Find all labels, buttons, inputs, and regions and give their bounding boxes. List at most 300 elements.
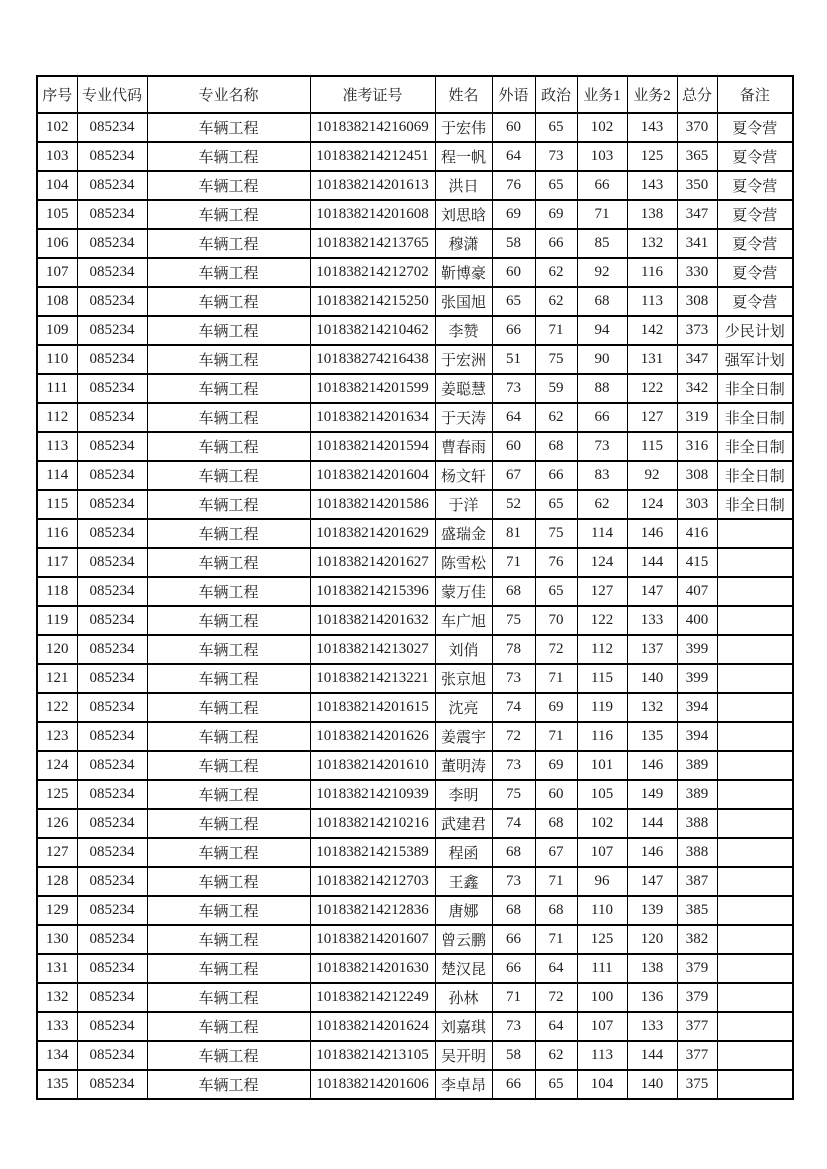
table-row xyxy=(37,113,793,142)
table-cell: 少民计划 xyxy=(717,316,793,345)
table-cell: 车辆工程 xyxy=(147,751,310,780)
table-cell: 非全日制 xyxy=(717,461,793,490)
table-cell: 104 xyxy=(577,1070,627,1099)
table-cell: 66 xyxy=(535,229,577,258)
table-cell: 69 xyxy=(492,200,535,229)
table-cell: 101838214201632 xyxy=(310,606,435,635)
table-cell xyxy=(717,606,793,635)
table-cell: 90 xyxy=(577,345,627,374)
table-cell: 85 xyxy=(577,229,627,258)
table-row xyxy=(37,925,793,954)
table-cell: 119 xyxy=(577,693,627,722)
table-cell: 146 xyxy=(627,519,677,548)
table-cell: 车辆工程 xyxy=(147,200,310,229)
table-cell: 387 xyxy=(677,867,717,896)
table-cell: 69 xyxy=(535,751,577,780)
table-cell: 125 xyxy=(37,780,77,809)
table-row xyxy=(37,780,793,809)
table-cell: 085234 xyxy=(77,171,147,200)
table-cell: 68 xyxy=(535,896,577,925)
table-cell: 67 xyxy=(492,461,535,490)
table-cell xyxy=(717,780,793,809)
table-cell: 115 xyxy=(577,664,627,693)
table-cell: 101838214201610 xyxy=(310,751,435,780)
table-cell: 112 xyxy=(577,635,627,664)
table-cell: 曾云鹏 xyxy=(435,925,492,954)
table-cell: 400 xyxy=(677,606,717,635)
table-row xyxy=(37,1070,793,1099)
table-row xyxy=(37,258,793,287)
table-cell: 085234 xyxy=(77,490,147,519)
table-cell: 407 xyxy=(677,577,717,606)
table-cell: 车辆工程 xyxy=(147,374,310,403)
table-row xyxy=(37,461,793,490)
table-cell: 085234 xyxy=(77,693,147,722)
table-cell: 车辆工程 xyxy=(147,229,310,258)
table-cell: 319 xyxy=(677,403,717,432)
table-cell: 382 xyxy=(677,925,717,954)
column-header: 专业代码 xyxy=(77,76,147,113)
table-cell: 73 xyxy=(492,664,535,693)
table-cell: 66 xyxy=(577,171,627,200)
table-cell: 66 xyxy=(492,954,535,983)
table-cell: 122 xyxy=(37,693,77,722)
table-cell: 夏令营 xyxy=(717,200,793,229)
table-cell: 车辆工程 xyxy=(147,345,310,374)
table-cell: 73 xyxy=(492,1012,535,1041)
table-row xyxy=(37,374,793,403)
table-cell xyxy=(717,809,793,838)
table-cell: 车辆工程 xyxy=(147,1041,310,1070)
table-cell: 68 xyxy=(535,432,577,461)
table-cell: 101838214210216 xyxy=(310,809,435,838)
table-cell: 101838214213105 xyxy=(310,1041,435,1070)
table-cell: 085234 xyxy=(77,867,147,896)
table-row xyxy=(37,577,793,606)
table-cell: 64 xyxy=(535,1012,577,1041)
table-cell: 68 xyxy=(492,838,535,867)
table-cell: 143 xyxy=(627,113,677,142)
table-cell: 车辆工程 xyxy=(147,403,310,432)
table-cell: 085234 xyxy=(77,345,147,374)
table-cell: 142 xyxy=(627,316,677,345)
table-cell: 64 xyxy=(492,142,535,171)
table-cell: 68 xyxy=(535,809,577,838)
table-cell: 程函 xyxy=(435,838,492,867)
table-cell: 92 xyxy=(627,461,677,490)
table-cell: 64 xyxy=(535,954,577,983)
table-cell: 72 xyxy=(535,983,577,1012)
table-cell: 101838214201599 xyxy=(310,374,435,403)
table-row xyxy=(37,316,793,345)
table-cell: 113 xyxy=(627,287,677,316)
table-cell: 146 xyxy=(627,838,677,867)
table-row xyxy=(37,809,793,838)
table-cell: 135 xyxy=(627,722,677,751)
table-cell: 66 xyxy=(492,316,535,345)
table-cell: 116 xyxy=(627,258,677,287)
table-cell: 085234 xyxy=(77,519,147,548)
table-cell: 101838214212702 xyxy=(310,258,435,287)
table-cell: 416 xyxy=(677,519,717,548)
table-row xyxy=(37,287,793,316)
table-cell: 64 xyxy=(492,403,535,432)
table-cell: 楚汉昆 xyxy=(435,954,492,983)
table-cell: 085234 xyxy=(77,664,147,693)
table-cell: 66 xyxy=(492,925,535,954)
table-cell: 101838214210462 xyxy=(310,316,435,345)
table-cell: 60 xyxy=(492,432,535,461)
table-cell: 377 xyxy=(677,1012,717,1041)
table-cell: 111 xyxy=(577,954,627,983)
table-cell: 101 xyxy=(577,751,627,780)
column-header: 准考证号 xyxy=(310,76,435,113)
table-cell: 085234 xyxy=(77,606,147,635)
table-cell: 373 xyxy=(677,316,717,345)
table-cell: 101838214201586 xyxy=(310,490,435,519)
table-cell: 144 xyxy=(627,809,677,838)
table-cell: 101838214212836 xyxy=(310,896,435,925)
table-cell xyxy=(717,693,793,722)
table-cell: 车辆工程 xyxy=(147,577,310,606)
table-cell: 121 xyxy=(37,664,77,693)
table-cell: 123 xyxy=(37,722,77,751)
table-cell: 085234 xyxy=(77,374,147,403)
table-cell: 蒙万佳 xyxy=(435,577,492,606)
table-cell: 62 xyxy=(535,1041,577,1070)
table-cell: 114 xyxy=(37,461,77,490)
table-row xyxy=(37,432,793,461)
table-cell: 085234 xyxy=(77,1012,147,1041)
table-cell: 姜聪慧 xyxy=(435,374,492,403)
table-cell: 375 xyxy=(677,1070,717,1099)
table-cell: 109 xyxy=(37,316,77,345)
table-cell: 341 xyxy=(677,229,717,258)
table-cell: 127 xyxy=(37,838,77,867)
table-cell: 131 xyxy=(37,954,77,983)
table-cell: 365 xyxy=(677,142,717,171)
table-cell: 308 xyxy=(677,287,717,316)
table-cell: 96 xyxy=(577,867,627,896)
table-cell: 085234 xyxy=(77,1041,147,1070)
table-cell: 388 xyxy=(677,838,717,867)
table-cell: 122 xyxy=(577,606,627,635)
table-cell: 夏令营 xyxy=(717,258,793,287)
table-cell: 133 xyxy=(627,1012,677,1041)
table-cell: 136 xyxy=(627,983,677,1012)
table-cell: 105 xyxy=(577,780,627,809)
table-cell: 刘俏 xyxy=(435,635,492,664)
table-cell: 128 xyxy=(37,867,77,896)
table-cell: 316 xyxy=(677,432,717,461)
table-row xyxy=(37,345,793,374)
table-cell: 127 xyxy=(627,403,677,432)
table-row xyxy=(37,403,793,432)
table-cell: 377 xyxy=(677,1041,717,1070)
table-cell: 车辆工程 xyxy=(147,954,310,983)
table-cell: 085234 xyxy=(77,461,147,490)
table-cell: 车辆工程 xyxy=(147,461,310,490)
table-cell: 085234 xyxy=(77,316,147,345)
table-cell xyxy=(717,548,793,577)
table-cell: 129 xyxy=(37,896,77,925)
table-cell: 71 xyxy=(492,548,535,577)
table-cell: 曹春雨 xyxy=(435,432,492,461)
table-cell: 100 xyxy=(577,983,627,1012)
table-cell: 085234 xyxy=(77,983,147,1012)
table-cell: 101838214210939 xyxy=(310,780,435,809)
table-row xyxy=(37,200,793,229)
table-cell: 101838214201629 xyxy=(310,519,435,548)
table-cell: 62 xyxy=(535,258,577,287)
table-cell: 72 xyxy=(492,722,535,751)
table-cell: 134 xyxy=(37,1041,77,1070)
table-cell: 085234 xyxy=(77,1070,147,1099)
table-cell: 102 xyxy=(577,113,627,142)
table-cell xyxy=(717,664,793,693)
table-cell: 车辆工程 xyxy=(147,1012,310,1041)
table-cell: 71 xyxy=(535,867,577,896)
table-cell xyxy=(717,983,793,1012)
column-header: 政治 xyxy=(535,76,577,113)
table-cell: 姜震宇 xyxy=(435,722,492,751)
table-cell: 程一帆 xyxy=(435,142,492,171)
column-header: 业务2 xyxy=(627,76,677,113)
table-cell: 116 xyxy=(577,722,627,751)
table-cell: 101838214216069 xyxy=(310,113,435,142)
table-cell xyxy=(717,838,793,867)
table-cell: 102 xyxy=(37,113,77,142)
table-cell: 101838214201607 xyxy=(310,925,435,954)
table-cell: 杨文轩 xyxy=(435,461,492,490)
column-header: 外语 xyxy=(492,76,535,113)
table-cell: 夏令营 xyxy=(717,113,793,142)
table-cell: 强军计划 xyxy=(717,345,793,374)
table-cell: 81 xyxy=(492,519,535,548)
table-cell: 83 xyxy=(577,461,627,490)
table-cell: 106 xyxy=(37,229,77,258)
column-header: 备注 xyxy=(717,76,793,113)
table-cell: 130 xyxy=(37,925,77,954)
table-cell: 76 xyxy=(492,171,535,200)
table-cell: 107 xyxy=(37,258,77,287)
table-cell: 王鑫 xyxy=(435,867,492,896)
table-cell: 085234 xyxy=(77,809,147,838)
table-cell: 101838214201615 xyxy=(310,693,435,722)
column-header: 序号 xyxy=(37,76,77,113)
table-cell: 66 xyxy=(577,403,627,432)
table-cell: 101838274216438 xyxy=(310,345,435,374)
table-cell: 085234 xyxy=(77,142,147,171)
table-cell: 122 xyxy=(627,374,677,403)
table-cell: 车辆工程 xyxy=(147,635,310,664)
table-cell: 非全日制 xyxy=(717,374,793,403)
table-cell: 370 xyxy=(677,113,717,142)
table-cell: 138 xyxy=(627,200,677,229)
table-cell: 085234 xyxy=(77,635,147,664)
table-cell: 车广旭 xyxy=(435,606,492,635)
table-cell: 105 xyxy=(37,200,77,229)
column-header: 总分 xyxy=(677,76,717,113)
table-cell: 126 xyxy=(37,809,77,838)
table-cell: 125 xyxy=(627,142,677,171)
table-cell: 李明 xyxy=(435,780,492,809)
table-cell: 394 xyxy=(677,722,717,751)
table-cell: 71 xyxy=(535,722,577,751)
table-cell: 车辆工程 xyxy=(147,490,310,519)
table-cell: 101838214213027 xyxy=(310,635,435,664)
table-cell: 58 xyxy=(492,229,535,258)
table-cell: 101838214213765 xyxy=(310,229,435,258)
table-cell: 303 xyxy=(677,490,717,519)
table-cell: 60 xyxy=(492,113,535,142)
table-cell: 67 xyxy=(535,838,577,867)
table-cell: 李卓昂 xyxy=(435,1070,492,1099)
table-cell: 102 xyxy=(577,809,627,838)
table-cell: 71 xyxy=(492,983,535,1012)
table-row xyxy=(37,490,793,519)
table-cell: 沈亮 xyxy=(435,693,492,722)
table-cell: 94 xyxy=(577,316,627,345)
table-cell: 69 xyxy=(535,200,577,229)
table-cell: 113 xyxy=(37,432,77,461)
table-cell xyxy=(717,1012,793,1041)
table-cell: 085234 xyxy=(77,403,147,432)
table-cell: 107 xyxy=(577,1012,627,1041)
table-cell: 085234 xyxy=(77,577,147,606)
score-table-container xyxy=(36,75,794,1100)
table-cell: 103 xyxy=(37,142,77,171)
table-cell: 75 xyxy=(535,519,577,548)
table-cell: 71 xyxy=(535,925,577,954)
table-cell: 74 xyxy=(492,693,535,722)
table-cell: 119 xyxy=(37,606,77,635)
table-cell: 靳博豪 xyxy=(435,258,492,287)
table-cell: 74 xyxy=(492,809,535,838)
table-cell: 吴开明 xyxy=(435,1041,492,1070)
table-cell: 68 xyxy=(492,577,535,606)
table-cell: 347 xyxy=(677,200,717,229)
column-header: 业务1 xyxy=(577,76,627,113)
table-cell: 车辆工程 xyxy=(147,838,310,867)
table-cell: 085234 xyxy=(77,925,147,954)
table-cell: 穆潇 xyxy=(435,229,492,258)
table-cell: 68 xyxy=(577,287,627,316)
table-cell: 73 xyxy=(577,432,627,461)
table-cell: 于洋 xyxy=(435,490,492,519)
table-cell: 73 xyxy=(492,867,535,896)
table-cell: 127 xyxy=(577,577,627,606)
table-cell: 350 xyxy=(677,171,717,200)
table-cell: 101838214201630 xyxy=(310,954,435,983)
table-cell: 车辆工程 xyxy=(147,722,310,751)
table-cell: 085234 xyxy=(77,229,147,258)
table-cell: 62 xyxy=(577,490,627,519)
table-cell: 101838214212249 xyxy=(310,983,435,1012)
table-cell: 车辆工程 xyxy=(147,867,310,896)
table-cell: 车辆工程 xyxy=(147,983,310,1012)
table-cell: 394 xyxy=(677,693,717,722)
column-header: 姓名 xyxy=(435,76,492,113)
table-cell: 140 xyxy=(627,1070,677,1099)
table-cell: 131 xyxy=(627,345,677,374)
table-cell: 149 xyxy=(627,780,677,809)
table-cell: 137 xyxy=(627,635,677,664)
table-cell: 车辆工程 xyxy=(147,896,310,925)
table-cell: 75 xyxy=(492,780,535,809)
table-cell: 洪日 xyxy=(435,171,492,200)
table-cell: 124 xyxy=(627,490,677,519)
table-cell: 112 xyxy=(37,403,77,432)
table-cell: 146 xyxy=(627,751,677,780)
table-cell: 70 xyxy=(535,606,577,635)
table-cell: 73 xyxy=(492,751,535,780)
table-cell: 379 xyxy=(677,954,717,983)
table-cell: 133 xyxy=(627,606,677,635)
table-cell: 张国旭 xyxy=(435,287,492,316)
table-cell: 113 xyxy=(577,1041,627,1070)
table-cell: 101838214201608 xyxy=(310,200,435,229)
table-row xyxy=(37,954,793,983)
table-row xyxy=(37,983,793,1012)
table-cell: 72 xyxy=(535,635,577,664)
table-cell: 车辆工程 xyxy=(147,693,310,722)
table-cell: 114 xyxy=(577,519,627,548)
table-cell: 124 xyxy=(577,548,627,577)
table-cell xyxy=(717,751,793,780)
table-cell: 车辆工程 xyxy=(147,606,310,635)
table-cell: 78 xyxy=(492,635,535,664)
table-cell: 132 xyxy=(37,983,77,1012)
column-header: 专业名称 xyxy=(147,76,310,113)
table-cell: 65 xyxy=(535,1070,577,1099)
table-cell: 085234 xyxy=(77,954,147,983)
table-cell: 085234 xyxy=(77,287,147,316)
table-cell: 李赞 xyxy=(435,316,492,345)
table-body xyxy=(37,113,793,1099)
table-row xyxy=(37,751,793,780)
table-cell: 夏令营 xyxy=(717,229,793,258)
table-cell: 59 xyxy=(535,374,577,403)
table-cell xyxy=(717,722,793,751)
table-cell: 085234 xyxy=(77,200,147,229)
table-cell: 111 xyxy=(37,374,77,403)
table-cell: 65 xyxy=(492,287,535,316)
table-cell: 101838214212703 xyxy=(310,867,435,896)
table-cell: 65 xyxy=(535,577,577,606)
table-cell: 399 xyxy=(677,635,717,664)
table-cell: 夏令营 xyxy=(717,142,793,171)
score-table xyxy=(36,75,794,1100)
table-row xyxy=(37,606,793,635)
table-cell: 66 xyxy=(492,1070,535,1099)
table-cell xyxy=(717,635,793,664)
table-cell xyxy=(717,519,793,548)
table-cell: 68 xyxy=(492,896,535,925)
table-cell: 101838214201594 xyxy=(310,432,435,461)
table-cell xyxy=(717,925,793,954)
table-cell: 085234 xyxy=(77,751,147,780)
table-cell: 唐娜 xyxy=(435,896,492,925)
table-cell: 379 xyxy=(677,983,717,1012)
table-row xyxy=(37,838,793,867)
table-cell: 388 xyxy=(677,809,717,838)
table-row xyxy=(37,896,793,925)
table-cell: 135 xyxy=(37,1070,77,1099)
table-cell: 盛瑞金 xyxy=(435,519,492,548)
table-cell: 车辆工程 xyxy=(147,664,310,693)
table-row xyxy=(37,229,793,258)
